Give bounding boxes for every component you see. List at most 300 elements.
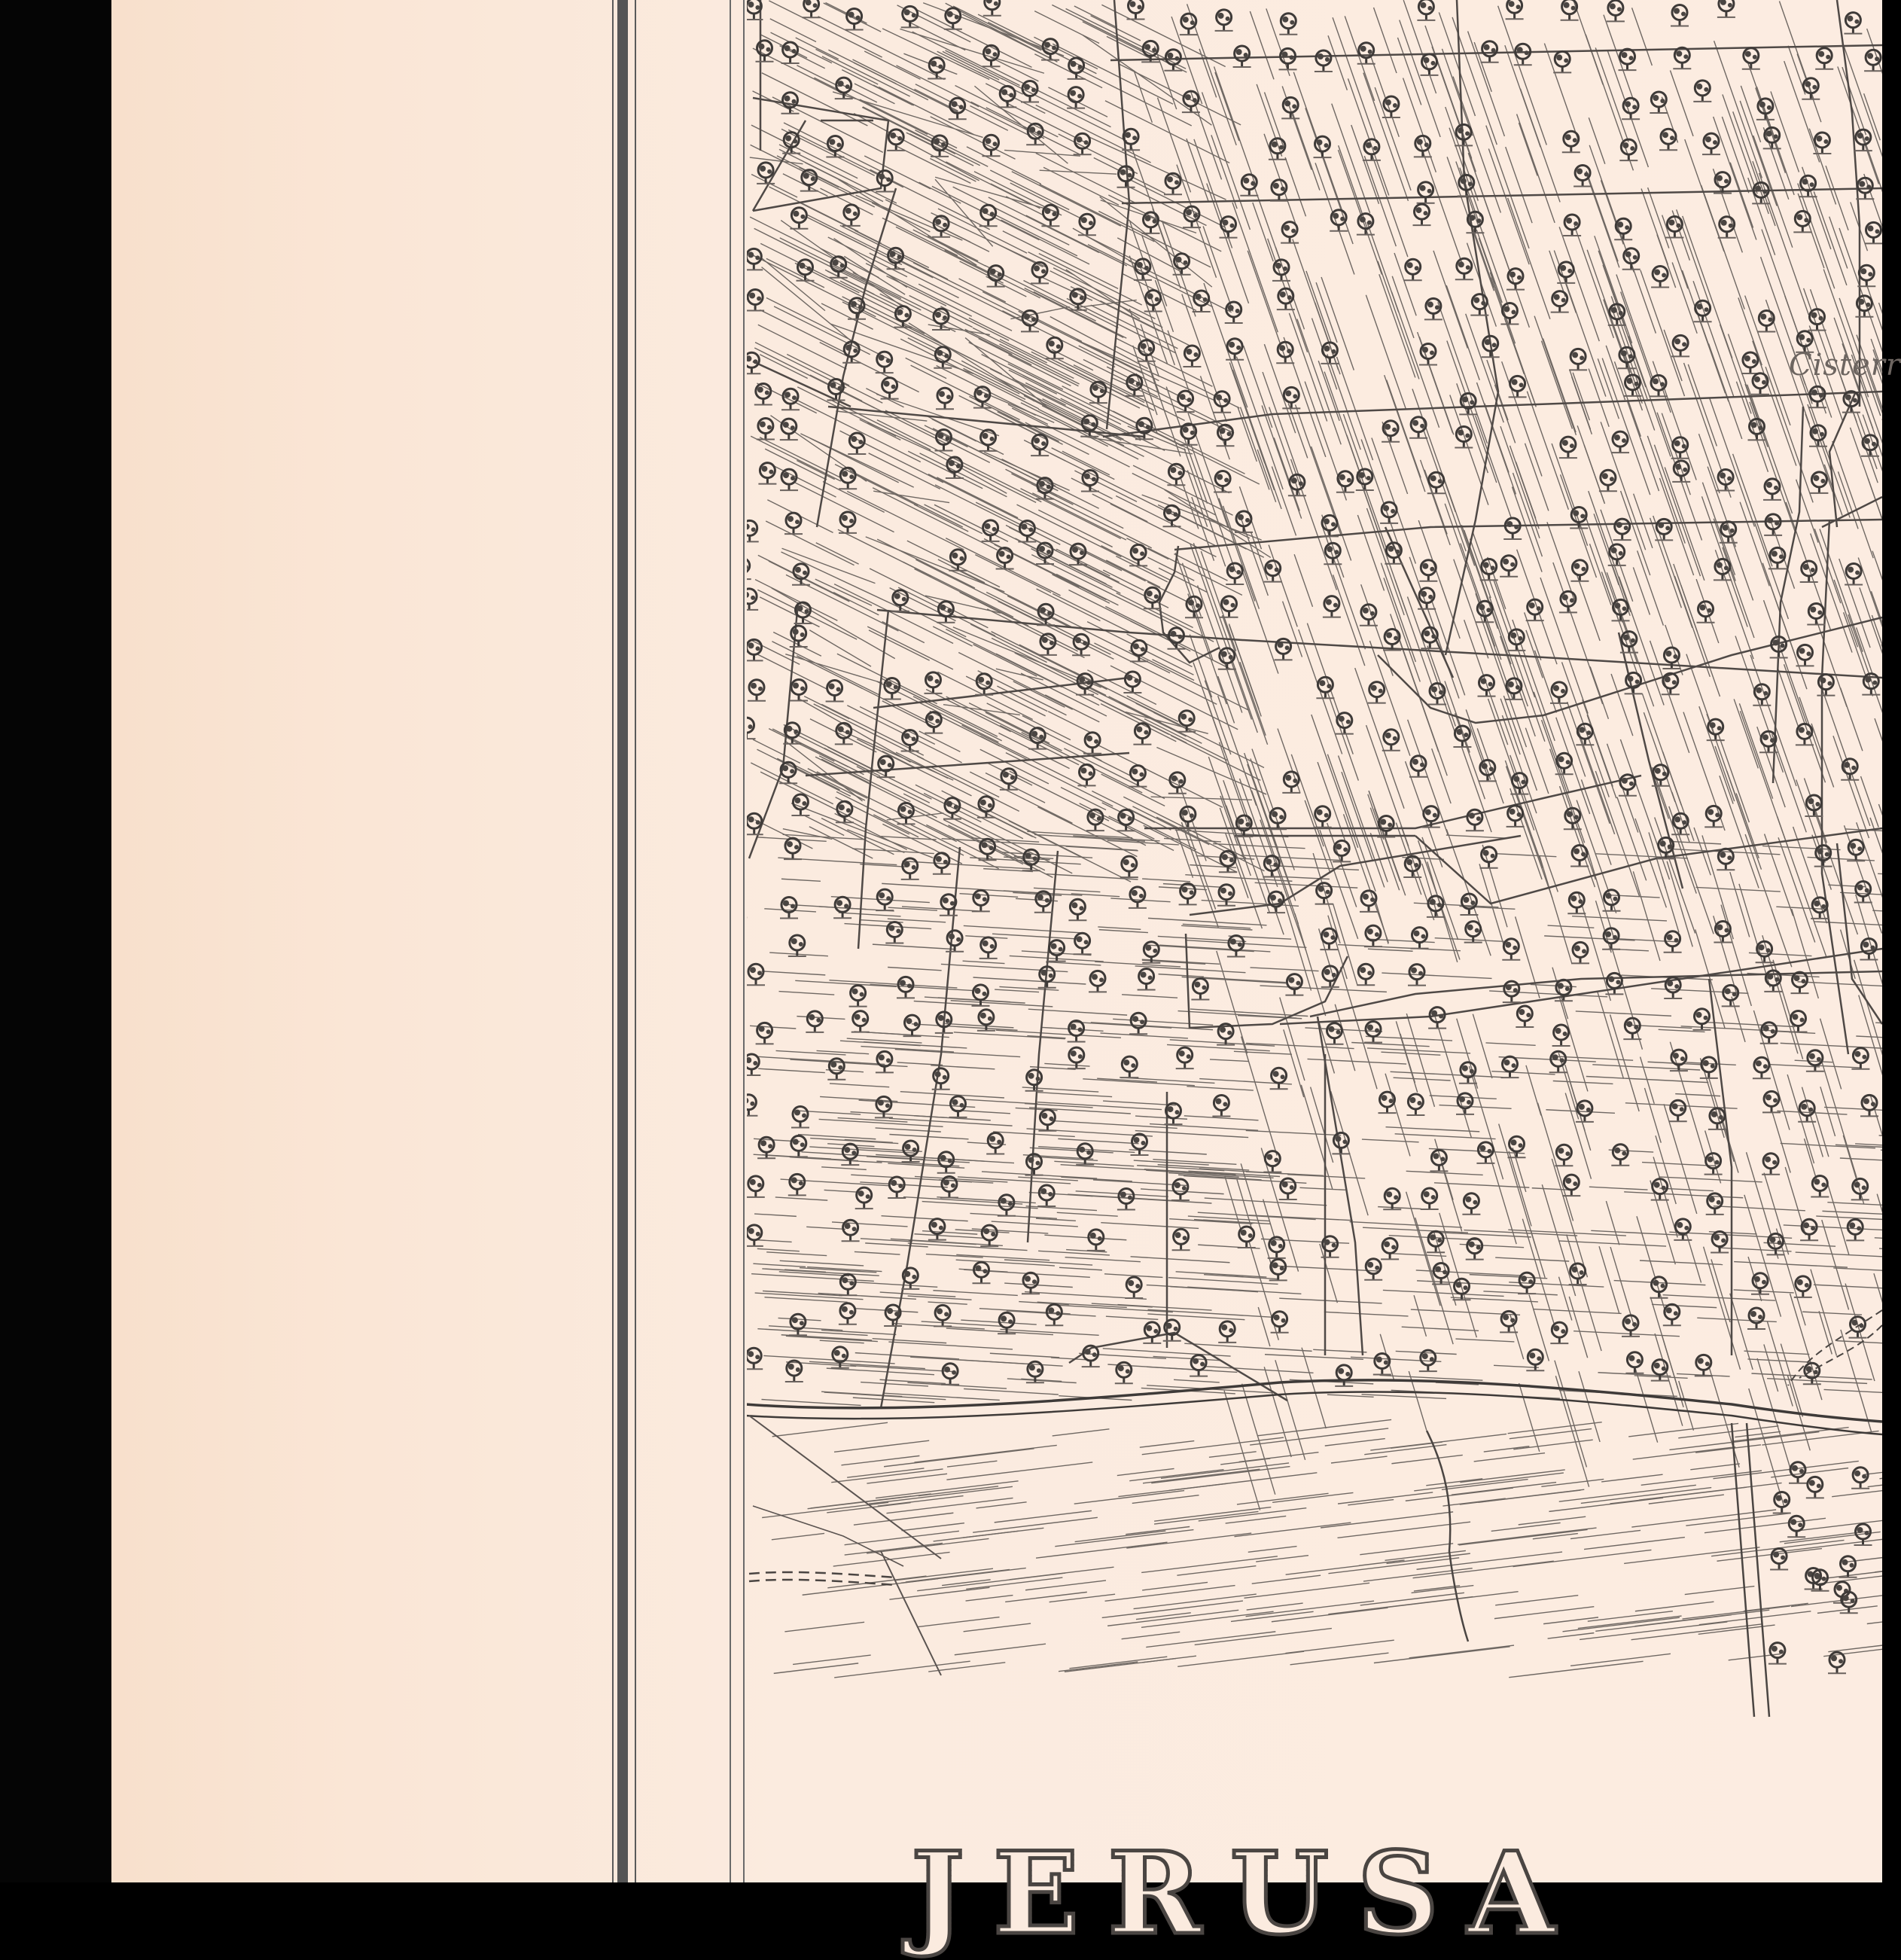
olive-tree [1285,974,1303,995]
olive-tree [1741,352,1759,373]
olive-tree [1083,733,1101,754]
olive-tree [932,1068,950,1090]
olive-tree [1717,0,1735,17]
olive-tree [1074,933,1092,954]
olive-tree [1215,10,1233,31]
olive-tree [1074,133,1092,154]
field-hatching [750,0,1901,1678]
olive-tree [1037,1185,1056,1206]
olive-tree [1562,131,1580,152]
olive-tree [1599,470,1617,491]
olive-tree [1404,259,1422,280]
olive-tree [1714,172,1732,194]
olive-tree [1807,604,1825,625]
olive-tree [1625,672,1643,693]
olive-tree [1787,1516,1805,1537]
olive-tree [1125,1277,1143,1298]
olive-tree [1669,1100,1687,1121]
olive-tree [1671,5,1689,26]
olive-tree [1549,1051,1567,1072]
olive-tree [746,290,764,311]
olive-tree [1183,346,1201,367]
olive-tree [803,0,821,17]
cistern-label: Cisterr [1789,348,1901,383]
olive-tree [1218,1321,1236,1343]
olive-tree [782,133,800,154]
olive-tree [1806,1477,1824,1498]
olive-tree [887,130,905,151]
olive-tree [790,1135,808,1157]
olive-tree [781,389,800,410]
olive-tree [1213,392,1231,413]
olive-tree [1279,48,1297,69]
olive-tree [740,589,758,610]
olive-tree [1078,764,1096,785]
olive-tree [1219,851,1237,872]
olive-tree [1714,922,1732,943]
olive-tree [1622,248,1641,270]
olive-tree [1800,1219,1818,1240]
olive-tree [1168,628,1186,649]
olive-tree [1383,1188,1401,1209]
olive-tree [742,352,760,373]
olive-tree [1330,210,1348,231]
olive-tree [1459,393,1477,414]
olive-tree [1171,1179,1190,1200]
olive-tree [855,1187,873,1209]
olive-tree [1502,939,1520,960]
olive-tree [1762,1091,1781,1112]
olive-tree [1662,673,1680,694]
olive-tree [848,433,866,454]
olive-tree [757,419,775,440]
olive-tree [1417,182,1435,203]
olive-tree [790,208,808,229]
olive-tree [1476,1142,1494,1163]
olive-tree [1614,218,1632,239]
olive-tree [1481,41,1499,62]
olive-tree [1700,1057,1718,1078]
olive-tree [1320,928,1338,950]
olive-tree [1860,939,1878,960]
olive-tree [1164,173,1182,194]
olive-tree [1806,1050,1824,1071]
olive-tree [806,1011,824,1032]
olive-tree [738,718,756,739]
olive-tree [1865,222,1883,243]
olive-tree [1453,726,1471,747]
olive-tree [845,9,864,30]
olive-tree [1828,1652,1846,1673]
olive-tree [1670,1050,1688,1071]
olive-tree [1129,766,1147,787]
olive-tree [884,1305,902,1326]
olive-tree [1323,596,1341,617]
olive-tree [944,8,962,29]
olive-tree [1180,14,1198,35]
olive-tree [928,1219,946,1240]
olive-tree [781,93,800,114]
olive-tree [1212,1096,1230,1117]
olive-tree [1674,1219,1692,1240]
olive-tree [1421,1188,1439,1209]
olive-tree [1177,711,1196,732]
olive-tree [1269,808,1287,829]
olive-tree [1406,1094,1424,1115]
olive-tree [1421,54,1439,75]
map-border [613,0,744,1882]
olive-tree [1427,896,1445,917]
olive-tree [849,986,867,1007]
olive-tree [1167,464,1185,485]
olive-tree [982,520,1000,541]
olive-tree [781,42,800,63]
olive-tree [745,1225,763,1246]
olive-tree [1068,1021,1086,1042]
olive-tree [792,564,810,585]
olive-tree [937,1152,955,1173]
olive-tree [1747,1308,1765,1329]
olive-tree [1757,311,1775,332]
olive-tree [935,430,953,451]
olive-tree [1220,217,1238,238]
olive-tree [977,797,995,818]
olive-tree [1357,964,1375,985]
olive-tree [1225,302,1243,323]
olive-tree [1851,1048,1869,1069]
olive-tree [1563,215,1581,236]
olive-tree [1663,1304,1681,1325]
olive-tree [1120,856,1138,877]
olive-tree [842,205,861,226]
olive-tree [1022,1273,1040,1294]
olive-tree [747,1176,765,1197]
olive-tree [885,922,903,943]
olive-tree [1383,629,1401,651]
olive-tree [928,58,946,79]
olive-tree [1839,1556,1857,1577]
olive-tree [835,723,853,744]
olive-tree [733,558,751,579]
olive-tree [1574,166,1592,187]
olive-tree [757,163,775,184]
olive-tree [1717,470,1735,491]
olive-tree [1314,136,1332,157]
olive-tree [1768,1643,1787,1664]
olive-tree [1505,678,1523,700]
olive-tree [1791,972,1809,993]
olive-tree [897,977,915,998]
olive-tree [826,136,844,157]
olive-tree [1790,1011,1808,1032]
olive-tree [1382,421,1400,442]
olive-tree [1226,563,1244,584]
olive-tree [1235,511,1253,532]
olive-tree [1455,258,1473,279]
olive-tree [1380,502,1398,523]
olive-tree [1611,1145,1629,1166]
olive-tree [1321,966,1339,987]
olive-tree [1076,1144,1094,1165]
olive-tree [1671,335,1689,356]
olive-tree [748,680,766,701]
olive-tree [1428,1007,1446,1029]
olive-tree [973,1262,991,1283]
olive-tree [998,86,1016,107]
olive-tree [1815,48,1833,69]
olive-tree [949,98,967,119]
olive-tree [839,1274,857,1295]
olive-tree [791,1107,809,1128]
olive-tree [1762,1154,1780,1175]
olive-tree [1864,50,1882,71]
olive-tree [1811,1176,1829,1197]
olive-tree [780,419,798,440]
olive-tree [876,352,894,373]
olive-tree [1459,1062,1477,1084]
olive-tree [1282,772,1300,793]
olive-tree [1068,58,1086,79]
olive-tree [836,801,854,822]
olive-tree [1117,1189,1135,1210]
olive-tree [1607,0,1625,21]
olive-tree [1707,719,1725,740]
olive-tree [1813,133,1831,154]
olive-tree [888,1177,906,1198]
olive-tree [1466,809,1484,831]
olive-tree [1455,427,1473,448]
olive-tree [1368,682,1386,703]
olive-tree [901,6,919,27]
olive-tree [936,388,954,409]
olive-tree [1417,0,1435,20]
olive-tree [877,756,895,777]
olive-tree [1321,515,1339,536]
olive-tree [1476,601,1494,622]
olive-tree [1144,291,1162,312]
olive-tree [1851,1468,1869,1489]
olive-tree [1768,547,1787,568]
olive-tree [1763,479,1781,500]
olive-tree [1238,1227,1256,1248]
olive-tree [1279,14,1297,35]
olive-tree [1129,1013,1147,1034]
olive-tree [780,469,798,490]
olive-tree [1514,44,1532,65]
olive-tree [1500,303,1519,325]
olive-tree [1078,214,1096,235]
olive-tree [1500,556,1518,577]
olive-tree [1622,98,1640,119]
olive-tree [1021,81,1039,102]
olive-tree [925,712,943,733]
olive-tree [903,1015,922,1036]
olive-tree [1129,544,1147,565]
olive-tree [1501,1056,1519,1078]
olive-tree [1553,51,1571,72]
olive-tree [1038,1110,1056,1131]
olive-tree [1233,46,1251,67]
olive-tree [1793,211,1811,232]
olive-tree [1356,469,1374,490]
olive-tree [1068,899,1086,920]
olive-tree [1129,887,1147,908]
olive-tree [1569,349,1587,370]
olive-tree [982,45,1001,66]
olive-tree [1031,434,1049,456]
olive-tree [1570,846,1589,867]
olive-tree [1651,1179,1669,1200]
olive-tree [1846,1219,1864,1240]
olive-tree [1326,1023,1344,1044]
olive-tree [1811,898,1829,919]
olive-tree [1619,139,1637,160]
olive-tree [943,798,961,819]
olive-tree [979,430,998,451]
olive-tree [1226,339,1244,360]
map-title-text: JERUSA [911,1827,1584,1960]
olive-tree [745,639,763,660]
olive-tree [1138,969,1156,990]
olive-tree [1270,180,1288,201]
olive-tree [784,513,803,534]
olive-tree [986,1133,1004,1154]
olive-tree [1694,300,1712,322]
olive-tree [1552,1025,1570,1046]
olive-tree [940,1177,958,1198]
olive-tree [1555,1145,1573,1166]
olive-tree [745,248,763,270]
olive-tree [826,681,844,702]
olive-tree [979,839,997,860]
olive-tree [1269,1259,1287,1280]
olive-tree [1214,471,1232,492]
olive-tree [784,838,802,859]
olive-tree [1413,204,1431,225]
olive-tree [1722,985,1740,1006]
olive-tree [1849,1317,1867,1338]
olive-tree [901,730,919,751]
olive-tree [1120,1056,1138,1078]
olive-tree [1168,773,1187,794]
olive-tree [780,898,798,919]
olive-tree [1264,561,1282,582]
olive-tree [1561,0,1579,20]
olive-tree [1673,47,1691,69]
olive-tree [998,1195,1016,1216]
olive-tree [1336,713,1354,734]
olive-tree [982,135,1001,156]
olive-tree [745,813,763,834]
olive-tree [1796,645,1814,666]
olive-tree [1382,730,1400,751]
olive-tree [1480,847,1498,868]
olive-tree [1651,267,1669,288]
olive-tree [1559,591,1577,612]
olive-tree [1333,840,1351,861]
olive-tree [1409,756,1427,777]
map-title [911,1827,1882,1960]
olive-tree [1179,883,1197,904]
olive-tree [797,260,815,281]
olive-tree [1281,222,1299,243]
olive-tree [979,205,998,226]
olive-tree [972,890,990,911]
olive-tree [1336,471,1354,492]
olive-tree [1753,1057,1771,1078]
olive-tree [1421,627,1439,648]
olive-tree [1506,0,1524,19]
olive-tree [785,1361,803,1382]
olive-tree [1282,387,1300,408]
olive-tree [1462,1193,1480,1215]
olive-tree [1373,1354,1391,1375]
olive-tree [1419,344,1437,365]
olive-tree [1270,1068,1288,1089]
olive-tree [946,457,964,478]
olive-tree [1163,505,1181,526]
olive-tree [1559,437,1577,458]
olive-tree [790,626,808,647]
olive-tree [980,1225,998,1246]
olive-tree [977,1010,995,1031]
olive-tree [1424,298,1443,319]
olive-tree [1671,437,1689,459]
olive-tree [1143,1322,1161,1343]
olive-tree [1089,971,1107,992]
olive-tree [1506,269,1525,290]
olive-tree [1382,96,1400,117]
olive-tree [1332,1132,1350,1154]
olive-tree [1315,50,1333,72]
olive-tree [1611,431,1629,453]
olive-tree [1172,1229,1190,1250]
olive-tree [756,1023,774,1044]
olive-tree [1550,682,1568,703]
olive-tree [1144,587,1162,608]
olive-tree [758,463,776,484]
olive-tree [1802,78,1820,99]
olive-tree [1041,205,1059,226]
olive-tree [1127,0,1145,20]
olive-tree [1191,979,1209,1000]
olive-tree [788,935,806,956]
olive-tree [1695,1355,1713,1376]
olive-tree [1164,50,1182,71]
olive-tree [1503,518,1522,539]
olive-tree [1176,1047,1194,1068]
olive-tree [983,0,1001,16]
olive-tree [1756,941,1774,962]
olive-tree [1625,1352,1644,1373]
olive-tree [1794,1276,1812,1297]
olive-tree [1693,81,1711,102]
olive-tree [1756,99,1775,120]
olive-tree [1817,675,1835,696]
olive-tree [1364,925,1382,946]
olive-tree [1041,39,1059,60]
olive-tree [1173,254,1191,275]
olive-tree [1550,1322,1568,1343]
olive-tree [1133,724,1151,745]
olive-tree [1800,561,1818,582]
olive-tree [1263,1151,1281,1172]
olive-tree [1764,514,1782,535]
olive-tree [1316,677,1334,698]
olive-tree [1705,806,1723,827]
olive-tree [1217,425,1235,446]
olive-tree [1067,87,1085,108]
